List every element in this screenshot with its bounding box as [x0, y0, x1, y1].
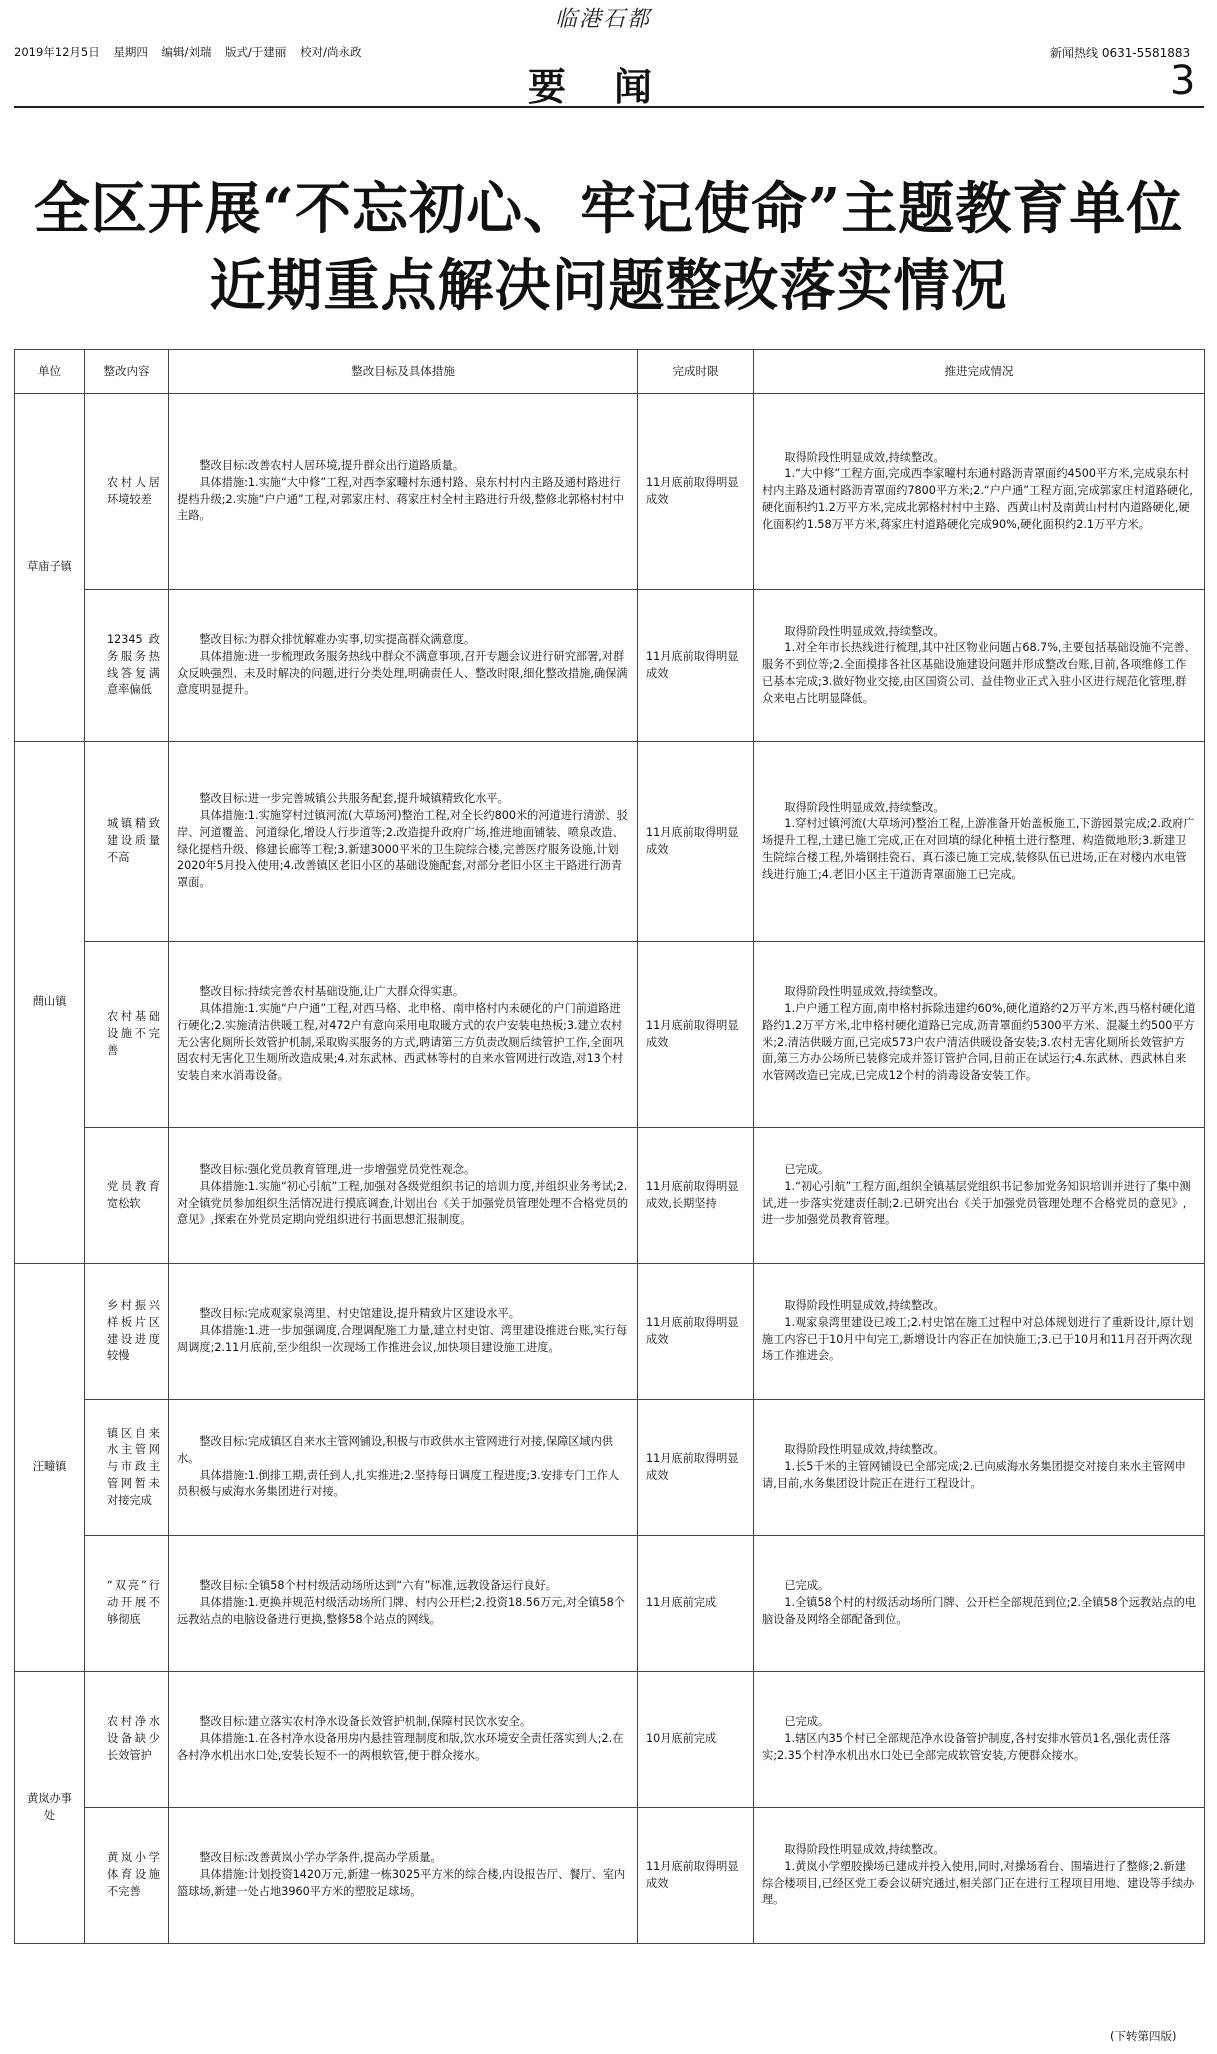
progress-cell	[754, 394, 1205, 590]
goal-measures-cell	[169, 1672, 638, 1808]
unit-cell: 草庙子镇	[15, 394, 85, 742]
deadline-cell: 11月底前取得明显成效	[638, 742, 754, 942]
measures-text: 具体措施:1.倒排工期,责任到人,扎实推进;2.坚持每日调度工程进度;3.安排专门工作人员积极与威海水务集团进行对接。	[177, 1468, 620, 1499]
goal-measures-cell	[169, 1264, 638, 1400]
column-header: 整改内容	[85, 350, 169, 394]
progress-cell	[754, 1672, 1205, 1808]
progress-text: 1.对全年市长热线进行梳理,其中社区物业问题占68.7%,主要包括基础设施不完善、服务不到位等;2.全面摸排各社区基础设施建设问题并形成整改台账,目前,各项维修工作已基本完成;3.做好物业交接,由区国资公司、益佳物业正式入驻小区进行规范化管理,群众来电占比明显降低。	[762, 641, 1196, 705]
progress-text: 1.全镇58个村的村级活动场所门牌、公开栏全部规范到位;2.全镇58个远教站点的电脑设备及网络全部配备到位。	[762, 1596, 1196, 1626]
table-row	[15, 1672, 1205, 1808]
goal-text: 整改目标:完成镇区自来水主管网铺设,积极与市政供水主管网进行对接,保障区域内供水。	[177, 1434, 614, 1465]
progress-text: 1.“大中修”工程方面,完成西李家疃村东通村路沥青罩面约4500平方米,完成泉东村村内主路及通村路沥青罩面约7800平方米;2.“户户通”工程方面,完成郭家庄村道路硬化,硬化面积约1.2万平方米,完成北郭格村村中主路、西黄山村及南黄山村村内道路硬化,硬化面积约1.58万平方米,蒋家庄村道路硬化完成90%,硬化面积约2.1万平方米。	[762, 467, 1193, 531]
measures-text: 具体措施:进一步梳理政务服务热线中群众不满意事项,召开专题会议进行研究部署,对群众反映强烈、未及时解决的问题,进行分类处理,明确责任人、整改时限,细化整改措施,确保满意度明显提升。	[177, 649, 628, 697]
progress-text: 1.长5千米的主管网铺设已全部完成;2.已向威海水务集团提交对接自来水主管网申请,目前,水务集团设计院正在进行工程设计。	[762, 1460, 1186, 1490]
unit-cell: 蔄山镇	[15, 742, 85, 1264]
progress-text: 1.“初心引航”工程方面,组织全镇基层党组织书记参加党务知识培训并进行了集中测试,进一步落实党建责任制;2.已研究出台《关于加强党员管理处理不合格党员的意见》,进一步加强党员教育管理。	[762, 1179, 1191, 1227]
progress-text: 取得阶段性明显成效,持续整改。	[784, 1443, 945, 1457]
news-hotline: 新闻热线 0631-5581883	[1050, 46, 1191, 60]
rectification-table	[14, 349, 1205, 1944]
goal-measures-cell	[169, 1400, 638, 1536]
progress-cell	[754, 1264, 1205, 1400]
progress-text: 已完成。	[784, 1579, 830, 1593]
goal-text: 整改目标:强化党员教育管理,进一步增强党员党性观念。	[199, 1162, 476, 1176]
issue-date: 2019年12月5日	[14, 45, 100, 59]
progress-cell	[754, 942, 1205, 1128]
headline-line-2: 近期重点解决问题整改落实情况	[209, 253, 1008, 319]
rectification-item: 党员教育宽松软	[85, 1128, 169, 1264]
progress-cell	[754, 1536, 1205, 1672]
rectification-item: 城镇精致建设质量不高	[85, 742, 169, 942]
header-divider	[14, 106, 1204, 108]
issue-weekday: 星期四	[113, 45, 148, 59]
table-row	[15, 1808, 1205, 1944]
deadline-cell: 11月底前取得明显成效	[638, 942, 754, 1128]
goal-text: 整改目标:全镇58个村村级活动场所达到“六有”标准,远教设备运行良好。	[199, 1579, 557, 1593]
continued-note: (下转第四版)	[1110, 2029, 1177, 2043]
deadline-cell: 11月底前取得明显成效	[638, 590, 754, 742]
progress-text: 1.黄岚小学塑胶操场已建成并投入使用,同时,对操场看台、围墙进行了整修;2.新建综合楼项目,已经区党工委会议研究通过,相关部门正在进行工程项目用地、建设等手续办理。	[762, 1859, 1195, 1907]
deadline-cell: 10月底前完成	[638, 1672, 754, 1808]
page-number: 3	[1170, 58, 1196, 104]
rectification-item: 12345政务服务热线答复满意率偏低	[85, 590, 169, 742]
measures-text: 具体措施:1.实施“户户通”工程,对西马格、北申格、南申格村内未硬化的户门前道路进行硬化;2.实施清洁供暖工程,对472户有意向采用电取暖方式的农户安装电热板;3.建立农村无公害化厕所长效管护机制,采取购买服务的方式,聘请第三方负责改厕后续管护工作,全面巩固农村无害化卫生厕所改造成果;4.对东武林、西武林等村的自来水管网进行改造,对13个村安装自来水消毒设备。	[177, 1001, 624, 1083]
deadline-cell: 11月底前取得明显成效	[638, 1264, 754, 1400]
goal-text: 整改目标:改善黄岚小学办学条件,提高办学质量。	[199, 1851, 442, 1865]
section-title: 要闻	[528, 65, 701, 109]
measures-text: 具体措施:1.实施穿村过镇河流(大草场河)整治工程,对全长约800米的河道进行清淤、驳岸、河道覆盖、河道绿化,增设人行步道等;2.改造提升政府广场,推进地面铺装、喷泉改造、绿化提档升级、修建长廊等工程;3.新建3000平米的卫生院综合楼,完善医疗服务设施,计划2020年5月投入使用;4.改善镇区老旧小区的基础设施配套,对部分老旧小区主干路进行沥青罩面。	[177, 808, 628, 890]
headline-line-1: 全区开展“不忘初心、牢记使命”主题教育单位	[33, 176, 1184, 242]
measures-text: 具体措施:1.更换并规范村级活动场所门牌、村内公开栏;2.投资18.56万元,对全镇58个远教站点的电脑设备进行更换,整修58个站点的网线。	[177, 1596, 625, 1626]
goal-measures-cell	[169, 1128, 638, 1264]
goal-text: 整改目标:为群众排忧解难办实事,切实提高群众满意度。	[199, 632, 476, 646]
measures-text: 具体措施:1.实施“初心引航”工程,加强对各级党组织书记的培训力度,并组织业务考试;2.对全镇党员参加组织生活情况进行摸底调查,计划出台《关于加强党员管理处理不合格党员的意见》,探索在外党员定期向党组织进行书面思想汇报制度。	[177, 1179, 629, 1227]
table-row	[15, 1264, 1205, 1400]
progress-cell	[754, 1128, 1205, 1264]
table-row	[15, 1128, 1205, 1264]
column-header: 单位	[15, 350, 85, 394]
unit-cell: 黄岚办事处	[15, 1672, 85, 1944]
goal-measures-cell	[169, 394, 638, 590]
progress-text: 取得阶段性明显成效,持续整改。	[784, 624, 945, 638]
proofreader-credit: 校对/尚永政	[300, 45, 362, 59]
progress-text: 取得阶段性明显成效,持续整改。	[784, 800, 945, 814]
deadline-cell: 11月底前完成	[638, 1536, 754, 1672]
progress-text: 1.穿村过镇河流(大草场河)整治工程,上游准备开始盖板施工,下游园景完成;2.政府广场提升工程,土建已施工完成,正在对回填的绿化种植土进行整理、构造微地形;3.新建卫生院综合楼工程,外墙钢挂瓷石、真石漆已施工完成,装修队伍已进场,正在对楼内水电管线进行施工;4.老旧小区主干道沥青罩面施工已完成。	[762, 817, 1195, 881]
rectification-item: 乡村振兴样板片区建设进度较慢	[85, 1264, 169, 1400]
column-header: 完成时限	[638, 350, 754, 394]
progress-text: 取得阶段性明显成效,持续整改。	[784, 1842, 945, 1856]
goal-measures-cell	[169, 1536, 638, 1672]
masthead-logo: 临港石都	[555, 7, 652, 32]
table-row	[15, 394, 1205, 590]
rectification-item: 农村基础设施不完善	[85, 942, 169, 1128]
progress-cell	[754, 590, 1205, 742]
measures-text: 具体措施:1.在各村净水设备用房内悬挂管理制度和版,饮水环境安全责任落实到人;2.在各村净水机出水口处,安装长短不一的两根软管,便于群众接水。	[177, 1732, 624, 1762]
progress-cell	[754, 1400, 1205, 1536]
measures-text: 具体措施:1.进一步加强调度,合理调配施工力量,建立村史馆、湾里建设推进台账,实行每周调度;2.11月底前,至少组织一次现场工作推进会议,加快项目建设施工进度。	[177, 1324, 628, 1354]
layout-credit: 版式/于建丽	[225, 45, 287, 59]
editor-credit: 编辑/刘瑞	[161, 45, 212, 59]
table-row	[15, 942, 1205, 1128]
goal-measures-cell	[169, 1808, 638, 1944]
deadline-cell: 11月底前取得明显成效	[638, 1400, 754, 1536]
measures-text: 具体措施:计划投资1420万元,新建一栋3025平方米的综合楼,内设报告厅、餐厅、室内篮球场,新建一处占地3960平方米的塑胶足球场。	[177, 1868, 626, 1898]
rectification-item: “双亮”行动开展不够彻底	[85, 1536, 169, 1672]
rectification-item: 农村人居环境较差	[85, 394, 169, 590]
table-row	[15, 590, 1205, 742]
goal-text: 整改目标:改善农村人居环境,提升群众出行道路质量。	[199, 458, 465, 472]
unit-cell: 汪疃镇	[15, 1264, 85, 1672]
issue-meta	[14, 44, 371, 60]
deadline-cell: 11月底前取得明显成效	[638, 1808, 754, 1944]
goal-measures-cell	[169, 942, 638, 1128]
rectification-item: 镇区自来水主管网与市政主管网暂未对接完成	[85, 1400, 169, 1536]
goal-measures-cell	[169, 742, 638, 942]
measures-text: 具体措施:1.实施“大中修”工程,对西李家疃村东通村路、泉东村村内主路及通村路进行提档升级;2.实施“户户通”工程,对郭家庄村、蒋家庄村全村主路进行升级,整修北郭格村村中主路。	[177, 475, 625, 523]
progress-cell	[754, 1808, 1205, 1944]
goal-text: 整改目标:完成观家泉湾里、村史馆建设,提升精致片区建设水平。	[199, 1307, 520, 1321]
goal-text: 整改目标:建立落实农村净水设备长效管护机制,保障村民饮水安全。	[199, 1715, 532, 1729]
deadline-cell: 11月底前取得明显成效	[638, 394, 754, 590]
progress-cell	[754, 742, 1205, 942]
progress-text: 已完成。	[784, 1715, 830, 1729]
column-header: 推进完成情况	[754, 350, 1205, 394]
progress-text: 1.观家泉湾里建设已竣工;2.村史馆在施工过程中对总体规划进行了重新设计,原计划施工内容已于10月中旬完工,新增设计内容正在加快施工;3.已于10月和11月召开两次现场工作推进会。	[762, 1315, 1194, 1363]
progress-text: 取得阶段性明显成效,持续整改。	[784, 1298, 945, 1312]
goal-measures-cell	[169, 590, 638, 742]
column-header: 整改目标及具体措施	[169, 350, 638, 394]
progress-text: 1.辖区内35个村已全部规范净水设备管护制度,各村安排水管员1名,强化责任落实;2.35个村净水机出水口处已全部完成软管安装,方便群众接水。	[762, 1732, 1171, 1762]
progress-text: 取得阶段性明显成效,持续整改。	[784, 450, 945, 464]
goal-text: 整改目标:进一步完善城镇公共服务配套,提升城镇精致化水平。	[199, 792, 509, 806]
deadline-cell: 11月底前取得明显成效,长期坚持	[638, 1128, 754, 1264]
table-row	[15, 1400, 1205, 1536]
table-header-row	[15, 350, 1205, 394]
progress-text: 取得阶段性明显成效,持续整改。	[784, 985, 945, 999]
progress-text: 1.户户通工程方面,南申格村拆除违建约60%,硬化道路约2万平方米,西马格村硬化道路约1.2万平方米,北申格村硬化道路已完成,沥青罩面约5300平方米、混凝土约500平方米;2.清洁供暖方面,已完成573户农户清洁供暖设备安装;3.农村无害化厕所长效管护方面,第三方办公场所已装修完成并签订管护合同,目前正在试运行;4.东武林、西武林自来水管网改造已完成,已完成12个村的消毒设备安装工作。	[762, 1001, 1196, 1083]
goal-text: 整改目标:持续完善农村基础设施,让广大群众得实惠。	[199, 985, 465, 999]
rectification-item: 农村净水设备缺少长效管护	[85, 1672, 169, 1808]
table-row	[15, 742, 1205, 942]
rectification-item: 黄岚小学体育设施不完善	[85, 1808, 169, 1944]
table-row	[15, 1536, 1205, 1672]
progress-text: 已完成。	[784, 1162, 830, 1176]
